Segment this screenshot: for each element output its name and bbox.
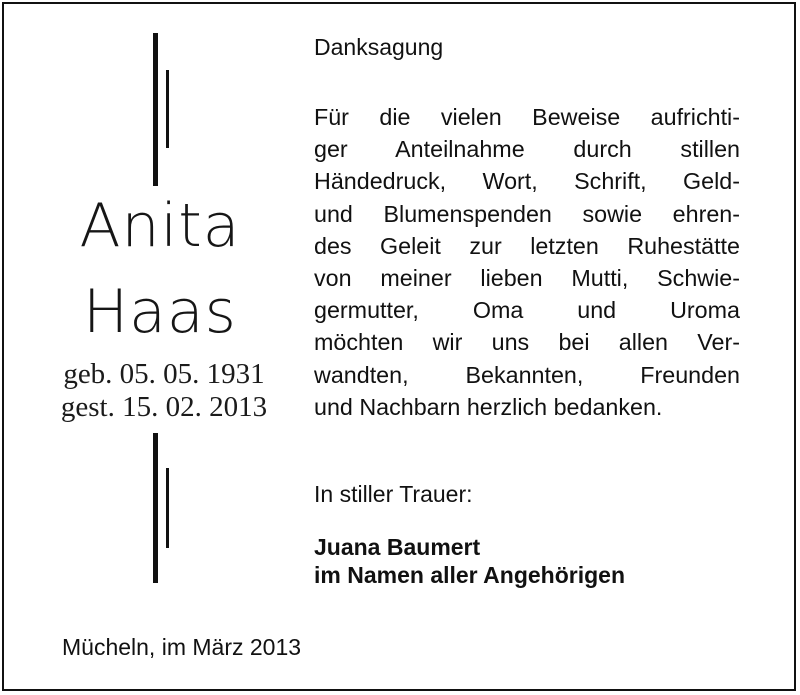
body-line: möchten wir uns bei allen Ver- — [314, 329, 740, 356]
decorative-bar-bottom-thick — [153, 433, 158, 583]
decorative-bar-top-thick — [153, 33, 158, 186]
body-line: und Blumenspenden sowie ehren- — [314, 200, 740, 227]
mourning-label: In stiller Trauer: — [314, 481, 473, 507]
life-dates — [44, 358, 284, 424]
deceased-first-name: Anita — [79, 191, 241, 261]
body-line: und Nachbarn herzlich bedanken. — [314, 393, 663, 420]
body-line: Für die vielen Beweise aufrichti- — [314, 104, 740, 130]
body-line: des Geleit zur letzten Ruhestätte — [314, 232, 740, 259]
thank-you-text — [314, 101, 740, 423]
decorative-bar-bottom-thin — [166, 468, 169, 548]
body-line: von meiner lieben Mutti, Schwie- — [314, 265, 740, 292]
signers — [314, 533, 625, 589]
signer-note: im Namen aller Angehörigen — [314, 562, 625, 588]
body-line: Händedruck, Wort, Schrift, Geld- — [314, 168, 740, 195]
notice-heading: Danksagung — [314, 34, 444, 60]
deceased-last-name: Haas — [83, 277, 237, 347]
place-and-date: Mücheln, im März 2013 — [62, 634, 302, 660]
decorative-bar-top-thin — [166, 70, 169, 148]
body-line: germutter, Oma und Uroma — [314, 297, 740, 324]
body-line: wandten, Bekannten, Freunden — [314, 361, 740, 388]
signer-name: Juana Baumert — [314, 534, 481, 560]
body-line: ger Anteilnahme durch stillen — [314, 136, 740, 163]
birth-date: geb. 05. 05. 1931 — [63, 358, 265, 390]
death-date: gest. 15. 02. 2013 — [60, 391, 268, 423]
